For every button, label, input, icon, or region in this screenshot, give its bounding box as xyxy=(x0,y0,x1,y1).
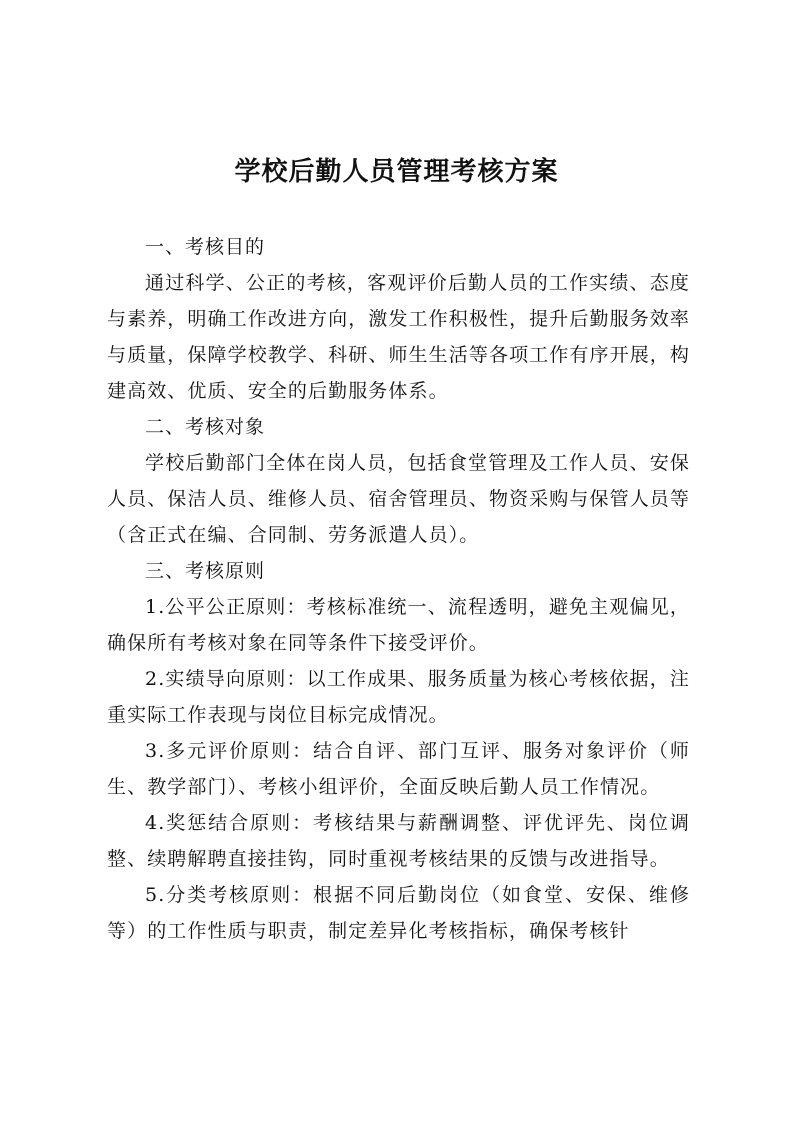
paragraph-principle-1: 1.公平公正原则：考核标准统一、流程透明，避免主观偏见，确保所有考核对象在同等条件下接受评价。 xyxy=(107,596,690,654)
section-heading-purpose: 一、考核目的 xyxy=(145,236,266,258)
paragraph-principle-4: 4.奖惩结合原则：考核结果与薪酬调整、评优评先、岗位调整、续聘解聘直接挂钩，同时重视考核结果的反馈与改进指导。 xyxy=(107,812,690,870)
paragraph-principle-2: 2.实绩导向原则：以工作成果、服务质量为核心考核依据，注重实际工作表现与岗位目标完成情况。 xyxy=(107,668,690,726)
paragraph-targets: 学校后勤部门全体在岗人员，包括食堂管理及工作人员、安保人员、保洁人员、维修人员、宿舍管理员、物资采购与保管人员等（含正式在编、合同制、劳务派遣人员）。 xyxy=(107,452,690,546)
section-heading-principles: 三、考核原则 xyxy=(145,560,266,582)
paragraph-principle-3: 3.多元评价原则：结合自评、部门互评、服务对象评价（师生、教学部门）、考核小组评价，全面反映后勤人员工作情况。 xyxy=(107,740,690,798)
paragraph-purpose: 通过科学、公正的考核，客观评价后勤人员的工作实绩、态度与素养，明确工作改进方向，激发工作积极性，提升后勤服务效率与质量，保障学校教学、科研、师生生活等各项工作有序开展，构建高效、优质、安全的后勤服务体系。 xyxy=(107,272,690,402)
document-body xyxy=(107,229,690,949)
section-heading-targets: 二、考核对象 xyxy=(145,416,266,438)
paragraph-principle-5: 5.分类考核原则：根据不同后勤岗位（如食堂、安保、维修等）的工作性质与职责，制定差异化考核指标，确保考核针 xyxy=(107,884,690,942)
document-title: 学校后勤人员管理考核方案 xyxy=(234,157,559,187)
